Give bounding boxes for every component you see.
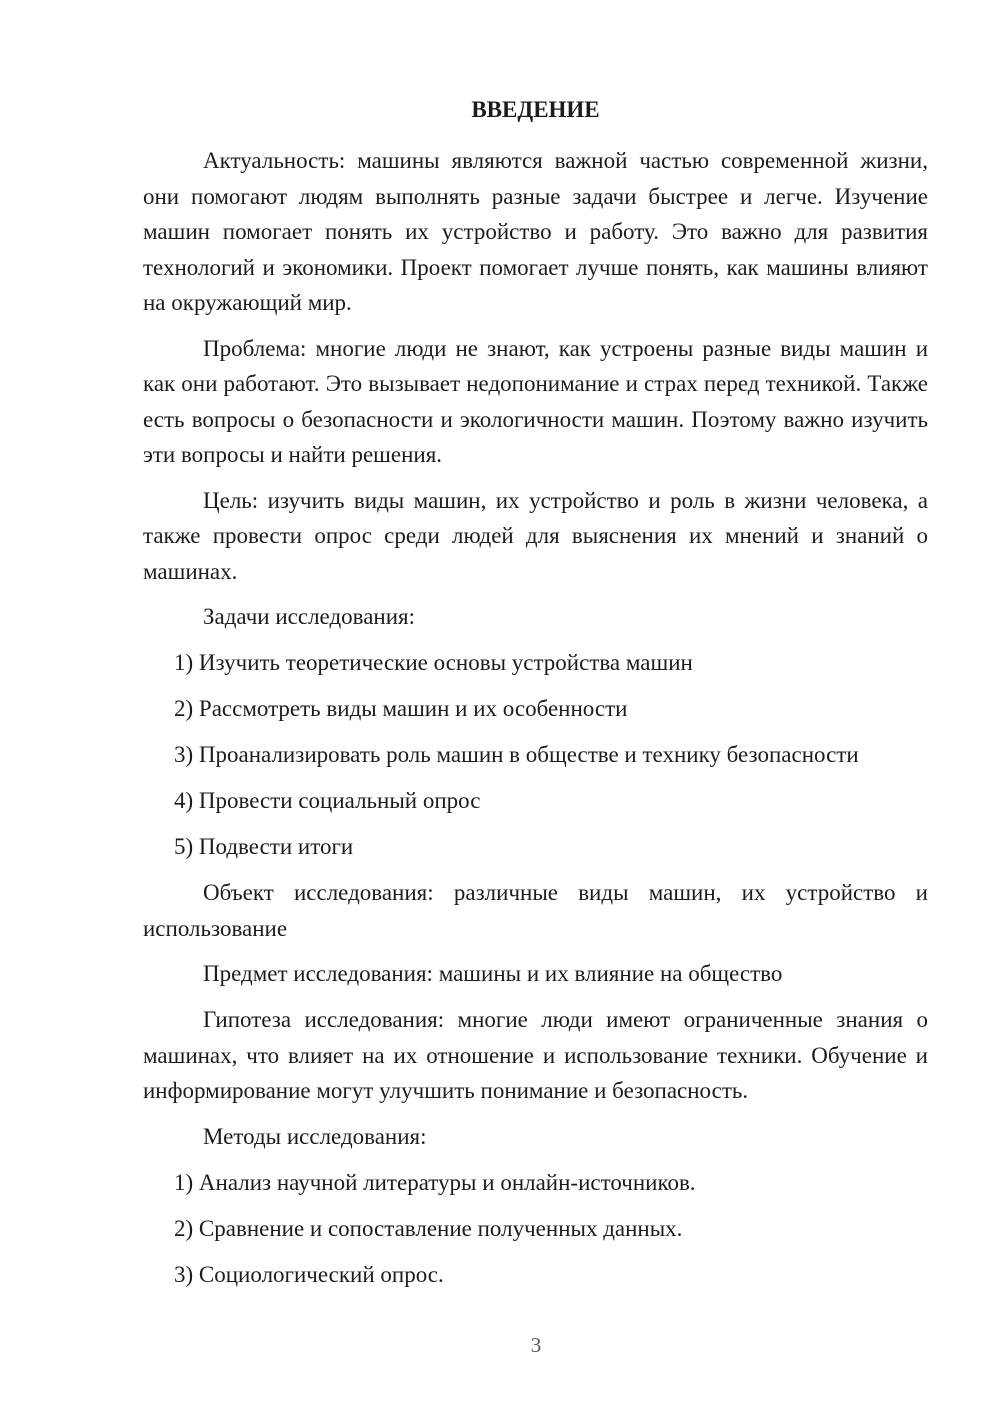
methods-heading: Методы исследования: (203, 1123, 427, 1149)
task-item: 2) Рассмотреть виды машин и их особенности (174, 696, 628, 721)
method-item: 2) Сравнение и сопоставление полученных данных. (174, 1215, 683, 1241)
task-item: 4) Провести социальный опрос (174, 788, 481, 813)
page-content (143, 94, 928, 1303)
task-item: 3) Проанализировать роль машин в обществе и технику безопасности (174, 742, 859, 767)
subject-paragraph: Предмет исследования: машины и их влияние на общество (203, 961, 783, 986)
task-item: 5) Подвести итоги (174, 834, 354, 859)
goal-paragraph: Цель: изучить виды машин, их устройство и роль в жизни человека, а также провести опрос среди людей для выяснения их мнений и знаний о машинах. (143, 487, 928, 584)
object-paragraph: Объект исследования: различные виды машин, их устройство и использование (143, 880, 928, 941)
method-item: 3) Социологический опрос. (174, 1261, 444, 1287)
hypothesis-paragraph: Гипотеза исследования: многие люди имеют ограниченные знания о машинах, что влияет на их отношение и использование техники. Обучение и информирование могут улучшить понимание и безопасность. (143, 1007, 928, 1103)
method-item: 1) Анализ научной литературы и онлайн-источников. (174, 1169, 696, 1195)
page-number: 3 (530, 1333, 542, 1357)
task-item: 1) Изучить теоретические основы устройства машин (174, 650, 693, 675)
relevance-paragraph: Актуальность: машины являются важной частью современной жизни, они помогают людям выполнять разные задачи быстрее и легче. Изучение машин помогает понять их устройство и работу. Это важно для развития технологий и экономики. Проект помогает лучше понять, как машины влияют на окружающий мир. (143, 148, 928, 315)
problem-paragraph: Проблема: многие люди не знают, как устроены разные виды машин и как они работают. Это вызывает недопонимание и страх перед техникой. Также есть вопросы о безопасности и экологичности машин. Поэтому важно изучить эти вопросы и найти решения. (143, 335, 928, 467)
tasks-heading: Задачи исследования: (203, 604, 416, 629)
page-title: ВВЕДЕНИЕ (471, 97, 600, 122)
